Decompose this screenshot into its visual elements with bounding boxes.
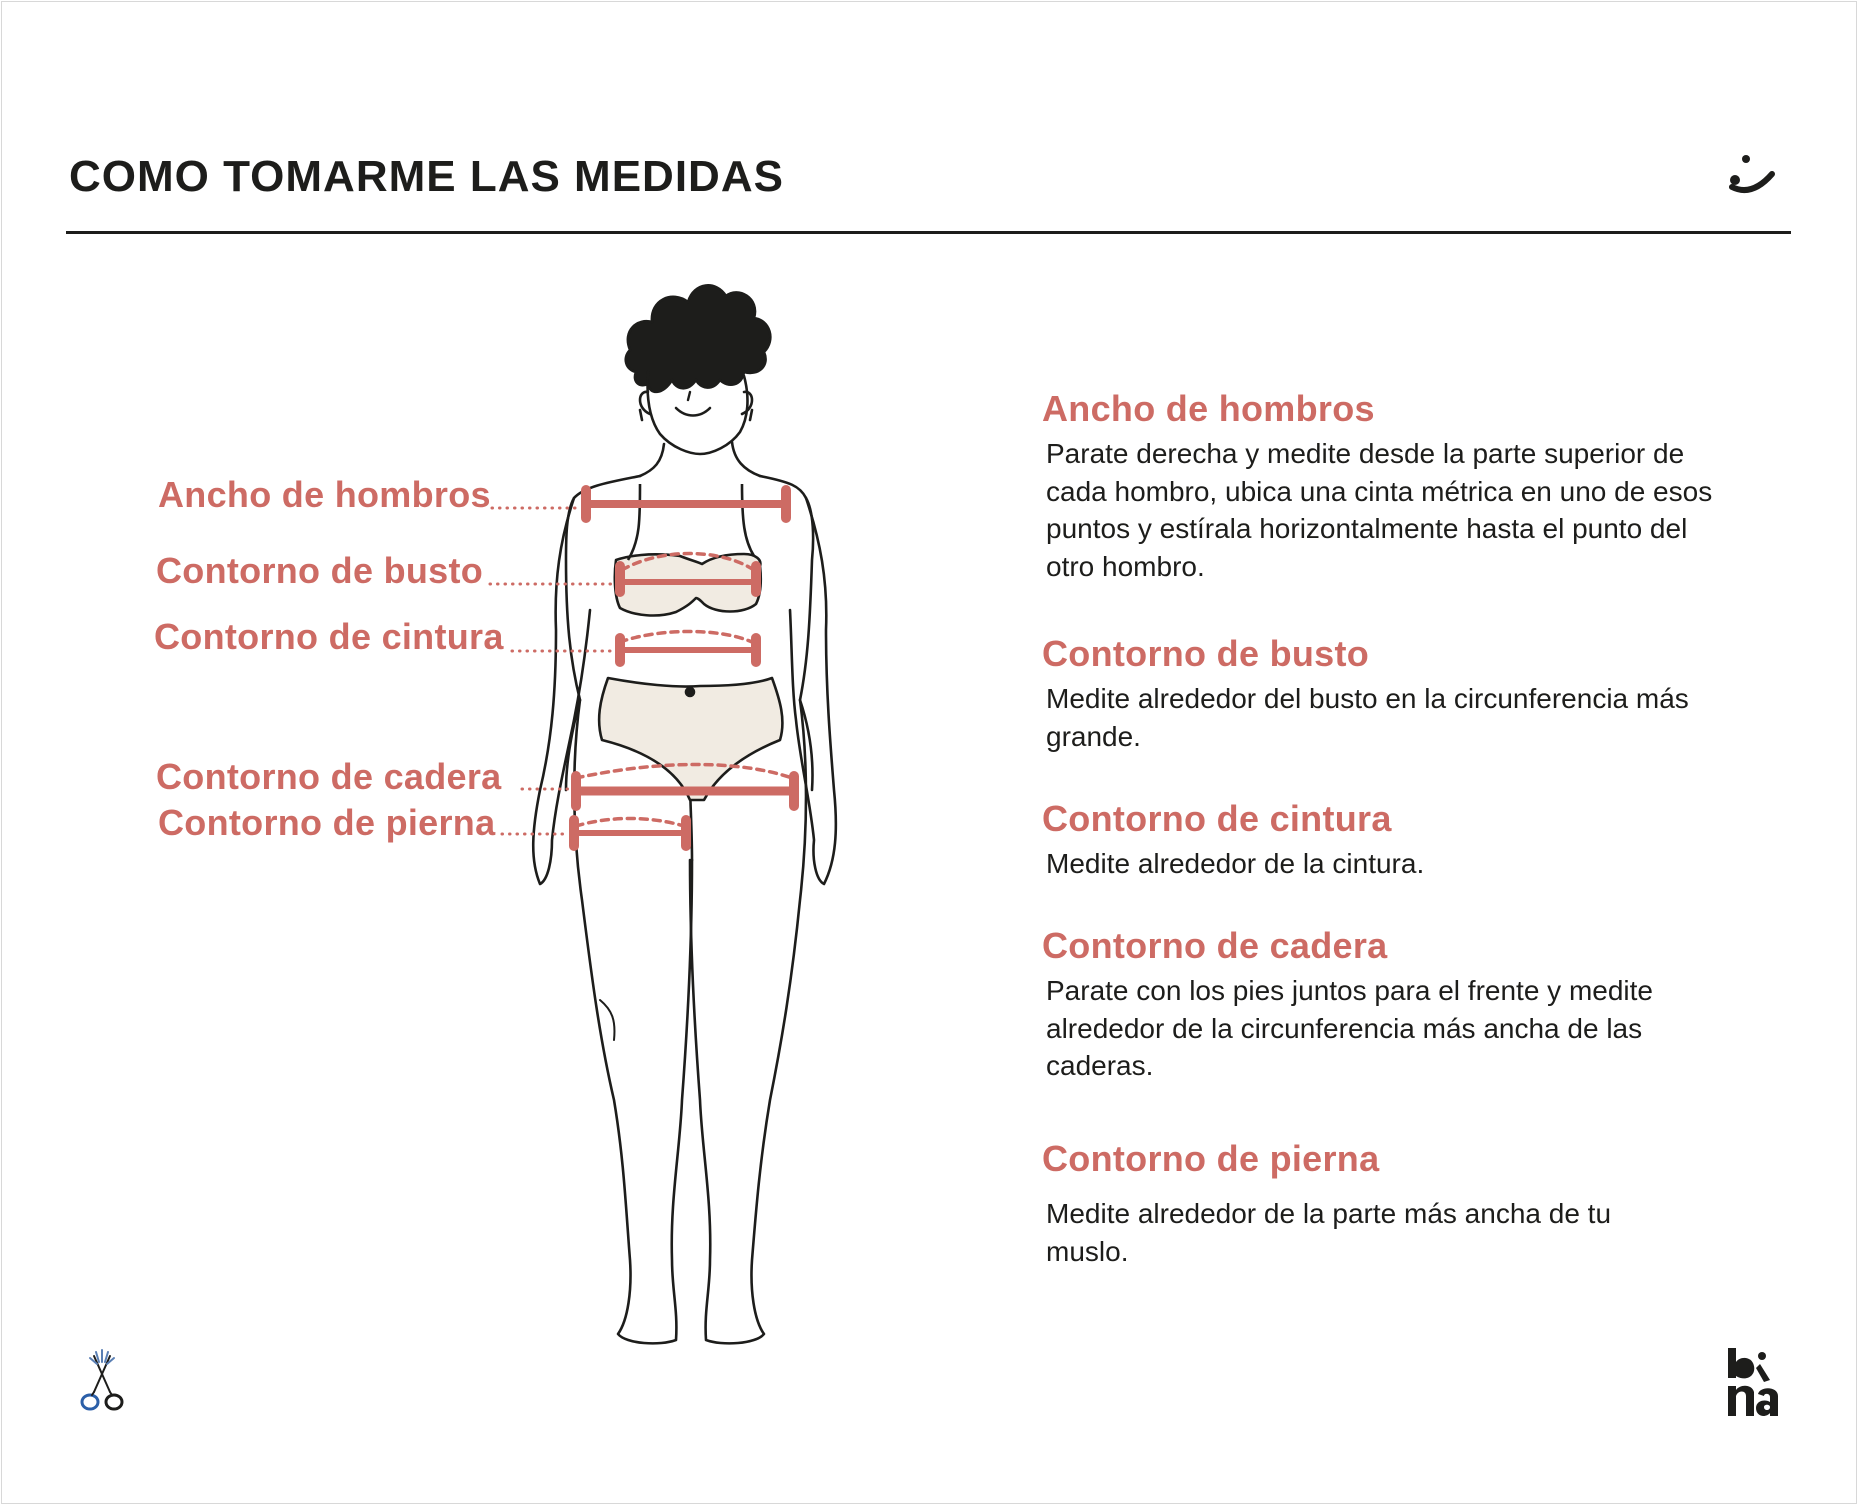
instruction-body: Parate derecha y medite desde la parte superior de cada hombro, ubica una cinta métrica en uno de esos puntos y estírala horizontalmente hasta el punto del otro hombro. <box>1046 438 1713 582</box>
diagram-label-waist: Contorno de cintura <box>154 616 504 657</box>
instruction-title: Contorno de cintura <box>1042 798 1392 839</box>
leader-lines <box>490 508 612 834</box>
instruction-body: Parate con los pies juntos para el frente y medite alrededor de la circunferencia más ancha de las caderas. <box>1046 975 1654 1081</box>
instruction-title: Contorno de pierna <box>1042 1138 1380 1179</box>
instruction-body: Medite alrededor del busto en la circunferencia más grande. <box>1046 683 1689 752</box>
measurement-lines <box>574 490 794 846</box>
instruction-body: Medite alrededor de la cintura. <box>1046 848 1425 879</box>
diagram-label-bust: Contorno de busto <box>156 550 484 591</box>
instruction-leg <box>1042 1137 1742 1270</box>
instruction-title: Contorno de busto <box>1042 633 1370 674</box>
instruction-hip <box>1042 924 1742 1085</box>
diagram-label-hip: Contorno de cadera <box>156 756 502 797</box>
diagram-label-shoulders: Ancho de hombros <box>158 474 491 515</box>
instruction-shoulders <box>1042 387 1742 585</box>
instruction-title: Ancho de hombros <box>1042 388 1375 429</box>
instruction-body: Medite alrededor de la parte más ancha de tu muslo. <box>1046 1198 1612 1267</box>
diagram-label-leg: Contorno de pierna <box>158 802 496 843</box>
instruction-bust <box>1042 632 1742 755</box>
scissors-icon <box>72 1348 132 1414</box>
instruction-title: Contorno de cadera <box>1042 925 1388 966</box>
bina-logo <box>1726 1346 1780 1418</box>
page-title: COMO TOMARME LAS MEDIDAS <box>69 152 784 201</box>
left-leg <box>574 700 692 1343</box>
instruction-waist <box>1042 797 1742 883</box>
